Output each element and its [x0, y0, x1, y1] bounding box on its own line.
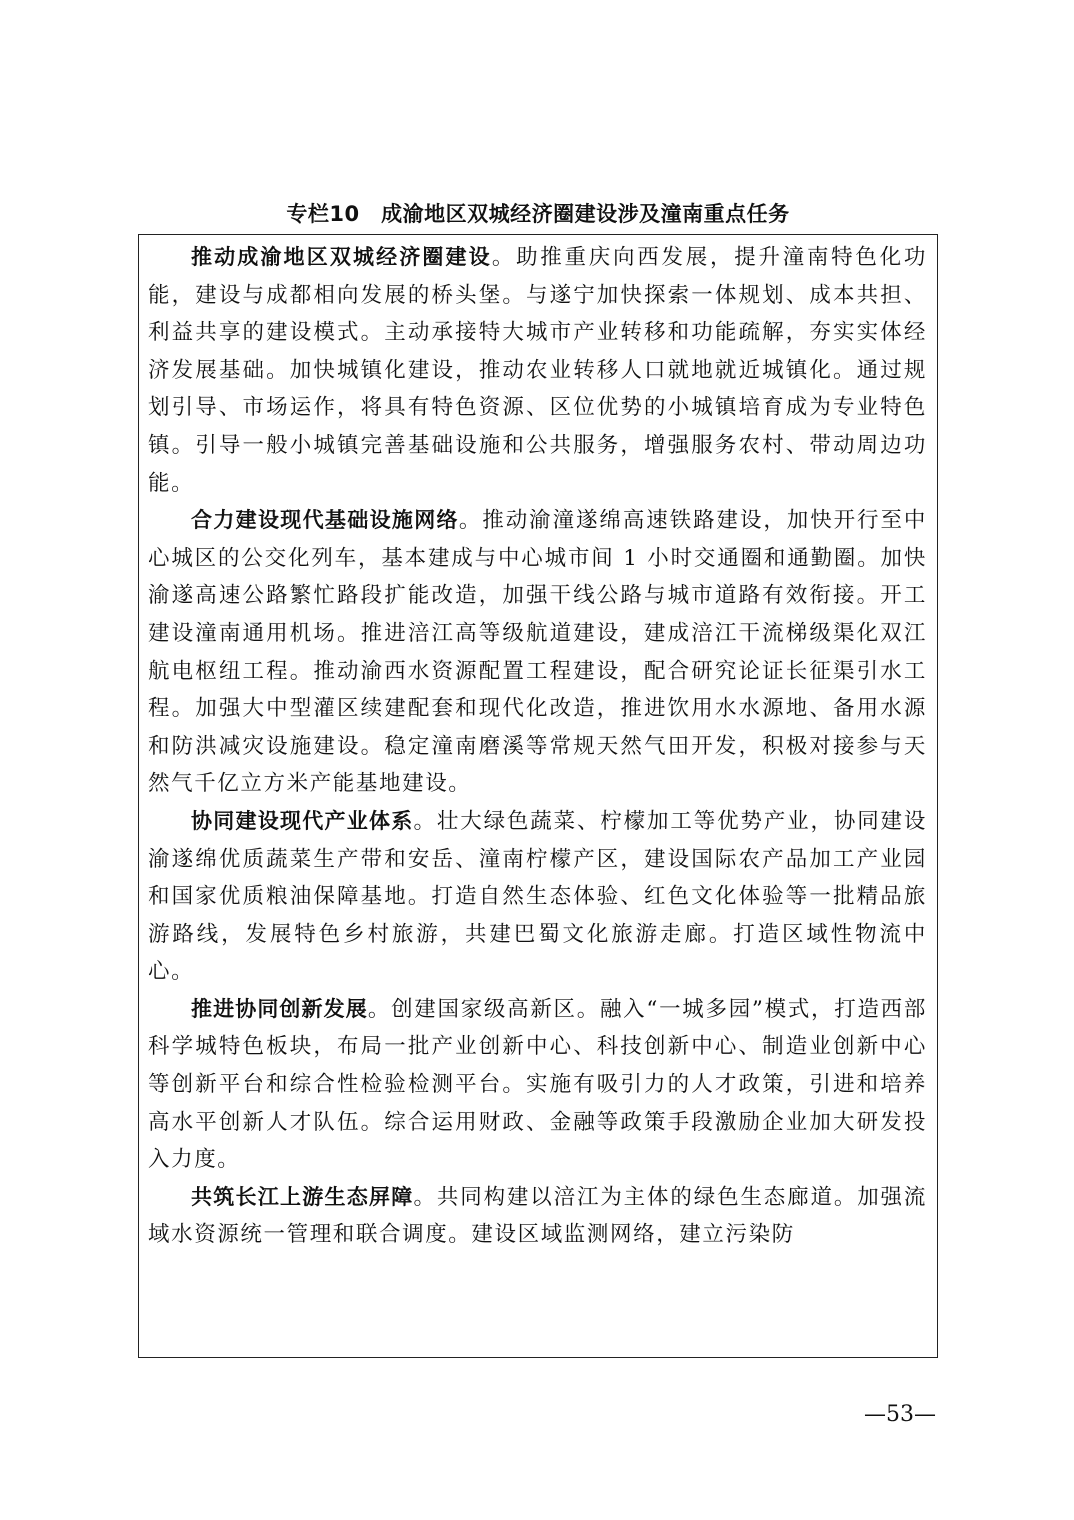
paragraph-ecology	[148, 1179, 927, 1254]
paragraph-lead: 共筑长江上游生态屏障	[191, 1184, 414, 1209]
paragraph-lead: 协同建设现代产业体系	[191, 808, 414, 833]
paragraph-lead: 推动成渝地区双城经济圈建设	[191, 245, 492, 269]
paragraph-body: 。壮大绿色蔬菜、柠檬加工等优势产业，协同建设渝遂绵优质蔬菜生产带和安岳、潼南柠檬产区，建设国际农产品加工产业园和国家优质粮油保障基地。打造自然生态体验、红色文化体验等一批精品旅游路线，发展特色乡村旅游，共建巴蜀文化旅游走廊。打造区域性物流中心。	[148, 808, 927, 985]
paragraph-lead: 推进协同创新发展	[191, 996, 368, 1021]
paragraph-body: 。助推重庆向西发展，提升潼南特色化功能，建设与成都相向发展的桥头堡。与遂宁加快探索一体规划、成本共担、利益共享的建设模式。主动承接特大城市产业转移和功能疏解，夯实实体经济发展基础。加快城镇化建设，推动农业转移人口就地就近城镇化。通过规划引导、市场运作，将具有特色资源、区位优势的小城镇培育成为专业特色镇。引导一般小城镇完善基础设施和公共服务，增强服务农村、带动周边功能。	[148, 245, 928, 496]
paragraph-body: 。推动渝潼遂绵高速铁路建设，加快开行至中心城区的公交化列车，基本建成与中心城市间 1 小时交通圈和通勤圈。加快渝遂高速公路繁忙路段扩能改造，加强干线公路与城市道路有效衔接。开工建设潼南通用机场。推进涪江高等级航道建设，建成涪江干流梯级渠化双江航电枢纽工程。推动渝西水资源配置工程建设，配合研究论证长征渠引水工程。加强大中型灌区续建配套和现代化改造，推进饮用水水源地、备用水源和防洪减灾设施建设。稳定潼南磨溪等常规天然气田开发，积极对接参与天然气千亿立方米产能基地建设。	[148, 508, 927, 797]
paragraph-industry	[148, 803, 927, 991]
content-box	[138, 234, 938, 1358]
paragraph-innovation	[148, 991, 927, 1179]
paragraph-lead: 合力建设现代基础设施网络	[191, 508, 459, 533]
paragraph-body: 。创建国家级高新区。融入“一城多园”模式，打造西部科学城特色板块，布局一批产业创新中心、科技创新中心、制造业创新中心等创新平台和综合性检验检测平台。实施有吸引力的人才政策，引进和培养高水平创新人才队伍。综合运用财政、金融等政策手段激励企业加大研发投入力度。	[148, 996, 927, 1173]
paragraph-chengyu-circle	[148, 239, 927, 502]
paragraph-body: 。共同构建以涪江为主体的绿色生态廊道。加强流域水资源统一管理和联合调度。建设区域监测网络，建立污染防	[148, 1184, 927, 1248]
box-title: 专栏10 成渝地区双城经济圈建设涉及潼南重点任务	[286, 202, 790, 226]
paragraph-infrastructure	[148, 502, 927, 803]
page-number: —53—	[864, 1402, 936, 1427]
